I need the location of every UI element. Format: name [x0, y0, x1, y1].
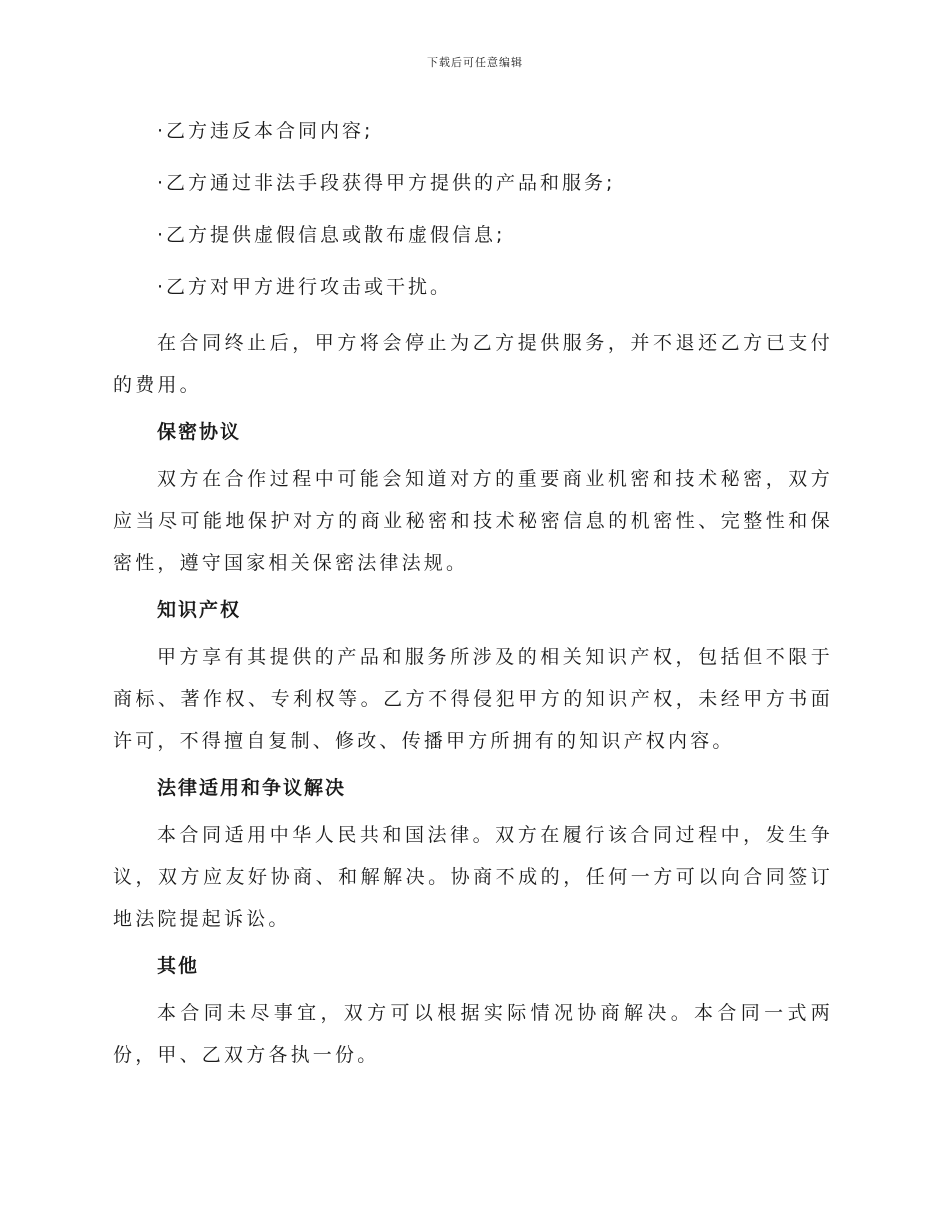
section-body-intellectual-property: 甲方享有其提供的产品和服务所涉及的相关知识产权，包括但不限于商标、著作权、专利权等。乙方不得侵犯甲方的知识产权，未经甲方书面许可，不得擅自复制、修改、传播甲方所拥有的知识产权内容。 [113, 646, 833, 752]
list-item: ·乙方通过非法手段获得甲方提供的产品和服务; [157, 172, 616, 194]
document-body [113, 108, 833, 1081]
termination-paragraph: 在合同终止后，甲方将会停止为乙方提供服务，并不退还乙方已支付的费用。 [113, 332, 833, 396]
section-body-governing-law: 本合同适用中华人民共和国法律。双方在履行该合同过程中，发生争议，双方应友好协商、和解解决。协商不成的，任何一方可以向合同签订地法院提起诉讼。 [113, 824, 833, 930]
section-body-confidentiality: 双方在合作过程中可能会知道对方的重要商业机密和技术秘密，双方应当尽可能地保护对方的商业秘密和技术秘密信息的机密性、完整性和保密性，遵守国家相关保密法律法规。 [113, 468, 833, 574]
section-heading-governing-law: 法律适用和争议解决 [157, 777, 347, 799]
list-item: ·乙方对甲方进行攻击或干扰。 [157, 276, 453, 298]
list-item: ·乙方提供虚假信息或散布虚假信息; [157, 224, 506, 246]
section-heading-confidentiality: 保密协议 [157, 421, 242, 443]
section-heading-other: 其他 [157, 955, 200, 977]
section-body-other: 本合同未尽事宜，双方可以根据实际情况协商解决。本合同一式两份，甲、乙双方各执一份。 [113, 1002, 833, 1066]
page-header: 下载后可任意编辑 [427, 56, 523, 69]
list-item: ·乙方违反本合同内容; [157, 120, 374, 142]
section-heading-intellectual-property: 知识产权 [157, 599, 242, 621]
